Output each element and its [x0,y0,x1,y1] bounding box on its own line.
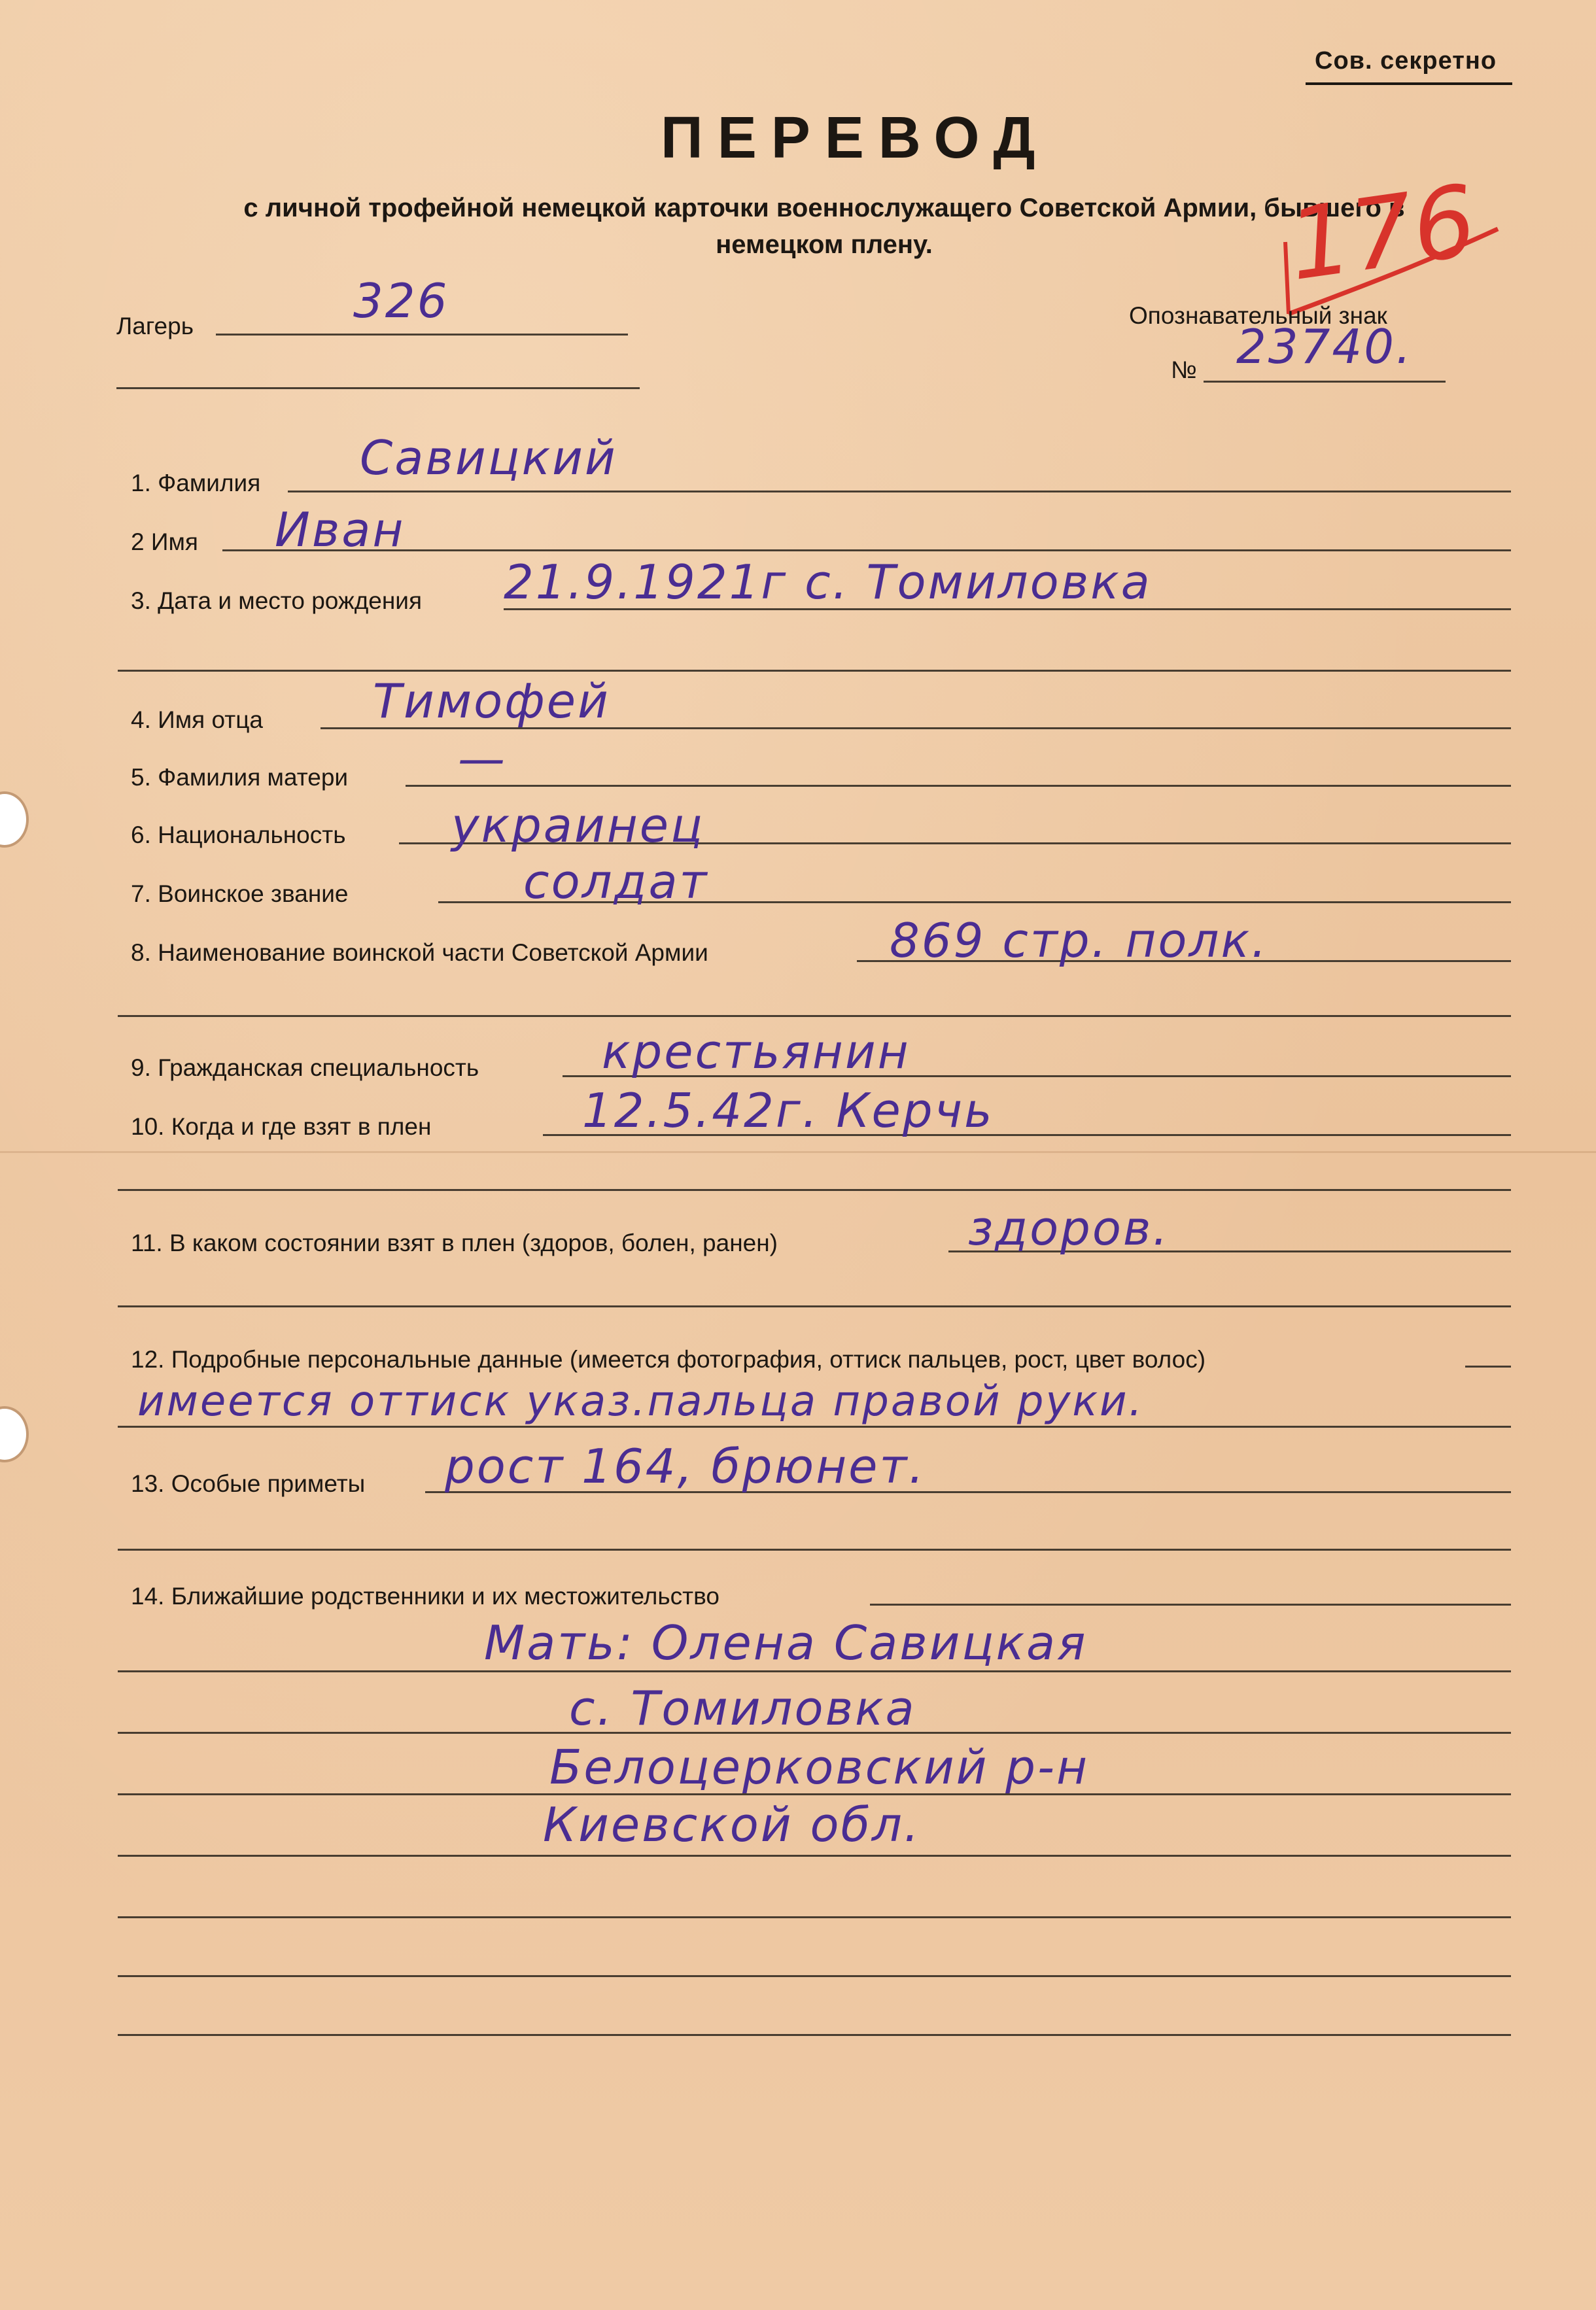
field-11-value: здоров. [968,1201,1170,1256]
field-14-line-6 [118,1916,1511,1918]
field-8-value: 869 стр. полк. [890,913,1268,968]
field-3-value: 21.9.1921г с. Томиловка [504,555,1152,610]
field-12-line-end [1465,1366,1511,1368]
field-13-label: 13. Особые приметы [131,1470,366,1497]
field-10-label: 10. Когда и где взят в плен [131,1113,432,1140]
field-2-label: 2 Имя [131,528,198,555]
tag-line [1204,381,1446,383]
camp-value: 326 [353,273,449,328]
field-11-line-2 [118,1305,1511,1307]
field-12-label: 12. Подробные персональные данные (имеется фотография, оттиск пальцев, рост, цвет волос) [131,1346,1206,1373]
field-2-value: Иван [275,502,406,557]
field-14-line-8 [118,2034,1511,2036]
field-12-value: имеется оттиск указ.пальца правой руки. [137,1377,1144,1426]
field-6-label: 6. Национальность [131,821,346,848]
tag-value: 23740. [1236,319,1413,374]
field-6-value: украинец [451,798,705,853]
tag-label: Опознавательный знак [1129,302,1387,329]
field-8-line-2 [118,1015,1511,1017]
page-subtitle: с личной трофейной немецкой карточки военнослужащего Советской Армии, бывшего в немецком плену. [243,194,1405,259]
field-5-value: — [458,731,507,786]
red-annotation: 176 [1281,164,1483,303]
field-5-line [406,785,1511,787]
tag-number-sign: № [1171,356,1197,383]
field-9-label: 9. Гражданская специальность [131,1054,479,1081]
camp-line-2 [116,387,640,389]
field-4-label: 4. Имя отца [131,706,263,733]
camp-label: Лагерь [116,313,194,339]
field-10-line-2 [118,1189,1511,1191]
field-14-line-7 [118,1975,1511,1977]
field-7-label: 7. Воинское звание [131,880,349,907]
classification-underline [1306,82,1512,85]
field-2-line [222,549,1511,551]
field-14-line-2 [118,1670,1511,1672]
field-14-line-5 [118,1855,1511,1857]
relative-line-2: с. Томиловка [569,1681,916,1736]
field-1-value: Савицкий [360,430,617,485]
camp-line [216,334,628,336]
field-3-label: 3. Дата и место рождения [131,587,422,614]
field-4-value: Тимофей [373,674,610,729]
page-title: ПЕРЕВОД [661,105,1050,171]
punch-hole [0,1406,29,1462]
field-14-line [870,1604,1511,1606]
field-13-value: рост 164, брюнет. [445,1439,926,1494]
field-11-label: 11. В каком состоянии взят в плен (здоров, болен, ранен) [131,1230,778,1256]
field-13-line-2 [118,1549,1511,1551]
field-7-value: солдат [523,854,709,909]
field-9-value: крестьянин [602,1024,911,1079]
field-1-line [288,491,1511,492]
punch-hole [0,791,29,848]
field-5-label: 5. Фамилия матери [131,764,349,791]
field-1-label: 1. Фамилия [131,470,261,496]
field-3-line-2 [118,670,1511,672]
field-12-line [118,1426,1511,1428]
relative-line-1: Мать: Олена Савицкая [484,1615,1088,1670]
field-8-label: 8. Наименование воинской части Советской Армии [131,939,708,966]
relative-line-4: Киевской обл. [543,1797,921,1852]
field-14-label: 14. Ближайшие родственники и их местожительство [131,1583,720,1610]
relative-line-3: Белоцерковский р-н [549,1740,1090,1795]
classification-stamp: Сов. секретно [1315,47,1497,75]
field-10-value: 12.5.42г. Керчь [582,1083,994,1138]
paper-fold [0,1151,1596,1153]
